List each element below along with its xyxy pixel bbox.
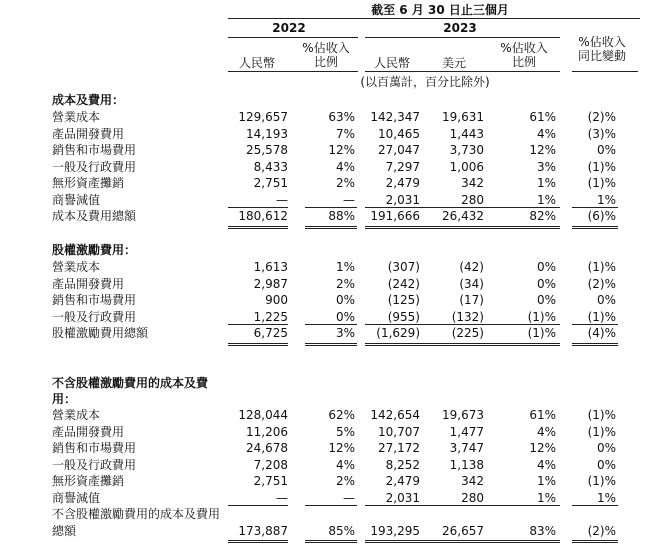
cell-pct2022: 2% xyxy=(335,474,355,488)
cell-pct2023: 12% xyxy=(529,143,556,157)
cell-pct2022: 1% xyxy=(335,260,355,274)
cell-usd2023: (17) xyxy=(459,293,484,307)
row-label: 不含股權激勵費用的成本及費用 總額 xyxy=(52,507,221,538)
year-2022-rule xyxy=(228,37,358,38)
subtotal-rule xyxy=(305,505,357,506)
total-double-rule xyxy=(305,343,357,344)
row-label: 營業成本 xyxy=(52,408,101,422)
cell-rmb2023: 7,297 xyxy=(385,159,420,174)
col-rmb-2023-header: 人民幣 xyxy=(373,56,410,70)
cell-pct2023: 0% xyxy=(536,276,556,291)
year-2023-rule xyxy=(365,37,560,38)
row-label: 銷售和市場費用 xyxy=(52,441,137,455)
total-double-rule xyxy=(228,345,288,346)
cell-pct2022: — xyxy=(343,490,355,505)
total-double-rule xyxy=(365,228,560,229)
cell-usd2023: 280 xyxy=(461,192,484,207)
section-title: 股權激勵費用： xyxy=(52,243,137,257)
section-title: 不含股權激勵費用的成本及費 用： xyxy=(52,376,209,406)
cell-rmb2022: 129,657 xyxy=(238,110,288,124)
cell-rmb2022: 24,678 xyxy=(246,441,288,455)
cell-yoy: (1)% xyxy=(587,176,616,190)
cell-rmb2022: 8,433 xyxy=(253,159,288,174)
cell-rmb2023: 2,031 xyxy=(385,490,420,505)
cell-pct2023: 61% xyxy=(529,408,556,422)
cell-rmb2023: 2,479 xyxy=(385,474,420,488)
cell-rmb2023: 142,347 xyxy=(370,110,420,124)
cell-rmb2023: 10,707 xyxy=(378,424,420,439)
cell-rmb2022: 173,887 xyxy=(238,523,288,538)
period-heading: 截至 6 月 30 日止三個月 xyxy=(371,3,509,17)
cell-pct2022: 12% xyxy=(328,441,355,455)
cell-rmb2022: 11,206 xyxy=(246,424,288,439)
total-double-rule xyxy=(305,228,357,229)
row-label: 產品開發費用 xyxy=(52,276,125,291)
cell-rmb2022: 7,208 xyxy=(253,457,288,472)
cell-rmb2022: 2,751 xyxy=(253,176,288,190)
cell-rmb2022: 2,987 xyxy=(253,276,288,291)
cell-rmb2023: (125) xyxy=(387,293,420,307)
cell-yoy: (1)% xyxy=(587,260,616,274)
col-rmb-2022-header: 人民幣 xyxy=(238,56,275,70)
row-label: 一般及行政費用 xyxy=(52,309,137,324)
cell-pct2023: 61% xyxy=(529,110,556,124)
cell-yoy: (6)% xyxy=(587,209,616,223)
cell-pct2022: 0% xyxy=(335,293,355,307)
cell-pct2023: 83% xyxy=(529,523,556,538)
cell-usd2023: 280 xyxy=(461,490,484,505)
cell-yoy: (1)% xyxy=(587,474,616,488)
cell-yoy: 1% xyxy=(596,192,616,207)
cell-pct2022: 3% xyxy=(335,326,355,340)
cell-pct2023: 4% xyxy=(536,126,556,141)
cell-pct2022: 5% xyxy=(335,424,355,439)
cell-pct2022: 4% xyxy=(335,159,355,174)
cell-rmb2022: 128,044 xyxy=(238,408,288,422)
total-double-rule xyxy=(228,343,288,344)
total-double-rule xyxy=(572,343,618,344)
total-double-rule xyxy=(228,228,288,229)
cell-rmb2023: 142,654 xyxy=(370,408,420,422)
total-double-rule xyxy=(572,226,618,227)
cell-usd2023: (132) xyxy=(451,309,484,324)
cell-rmb2023: 27,172 xyxy=(378,441,420,455)
cell-usd2023: (42) xyxy=(459,260,484,274)
col-header-rule xyxy=(572,71,638,72)
cell-pct2022: 12% xyxy=(328,143,355,157)
year-2023-heading: 2023 xyxy=(443,21,477,35)
cell-usd2023: 26,432 xyxy=(442,209,484,223)
period-rule xyxy=(228,18,640,19)
cell-rmb2022: 2,751 xyxy=(253,474,288,488)
total-double-rule xyxy=(572,228,618,229)
subtotal-rule xyxy=(228,505,288,506)
cell-pct2022: 7% xyxy=(335,126,355,141)
row-label: 產品開發費用 xyxy=(52,424,125,439)
cell-rmb2023: (242) xyxy=(387,276,420,291)
cell-yoy: 0% xyxy=(596,143,616,157)
total-double-rule xyxy=(305,345,357,346)
row-label: 成本及費用總額 xyxy=(52,209,137,223)
cell-pct2023: 82% xyxy=(529,209,556,223)
row-label: 一般及行政費用 xyxy=(52,457,137,472)
col-usd-2023-header: 美元 xyxy=(441,56,466,70)
cell-rmb2022: 1,613 xyxy=(253,260,288,274)
cell-yoy: (1)% xyxy=(587,309,616,324)
total-double-rule xyxy=(365,345,560,346)
subtotal-rule xyxy=(365,505,560,506)
cell-usd2023: 19,673 xyxy=(442,408,484,422)
cell-usd2023: 342 xyxy=(461,474,484,488)
total-double-rule xyxy=(228,540,288,541)
cell-rmb2023: 193,295 xyxy=(370,523,420,538)
cell-yoy: 1% xyxy=(596,490,616,505)
cell-usd2023: 19,631 xyxy=(442,110,484,124)
cell-rmb2022: 25,578 xyxy=(246,143,288,157)
cell-usd2023: 26,657 xyxy=(442,523,484,538)
cell-yoy: (4)% xyxy=(587,326,616,340)
cell-rmb2022: — xyxy=(276,192,288,207)
row-label: 銷售和市場費用 xyxy=(52,293,137,307)
cell-rmb2023: 10,465 xyxy=(378,126,420,141)
row-label: 無形資產攤銷 xyxy=(52,176,125,190)
cell-rmb2022: — xyxy=(276,490,288,505)
row-label: 產品開發費用 xyxy=(52,126,125,141)
cell-pct2022: 85% xyxy=(328,523,355,538)
total-double-rule xyxy=(365,540,560,541)
total-double-rule xyxy=(305,542,357,543)
cell-yoy: (2)% xyxy=(587,523,616,538)
cell-pct2023: 1% xyxy=(536,192,556,207)
cell-pct2023: 1% xyxy=(536,490,556,505)
cell-rmb2022: 1,225 xyxy=(253,309,288,324)
cell-yoy: (1)% xyxy=(587,408,616,422)
row-label: 銷售和市場費用 xyxy=(52,143,137,157)
cell-yoy: (2)% xyxy=(587,110,616,124)
year-2022-heading: 2022 xyxy=(272,21,306,35)
cell-pct2022: 88% xyxy=(328,209,355,223)
total-double-rule xyxy=(572,540,618,541)
cell-pct2023: 0% xyxy=(536,293,556,307)
cell-pct2022: 0% xyxy=(335,309,355,324)
cell-pct2022: 2% xyxy=(335,176,355,190)
cell-yoy: (1)% xyxy=(587,424,616,439)
cell-pct2023: 3% xyxy=(536,159,556,174)
cell-usd2023: 342 xyxy=(461,176,484,190)
cell-rmb2022: 900 xyxy=(265,293,288,307)
cell-rmb2022: 6,725 xyxy=(253,326,288,340)
row-label: 商譽減值 xyxy=(52,192,101,207)
col-pct-2022-header: %佔收入 比例 xyxy=(302,41,350,69)
row-label: 營業成本 xyxy=(52,110,101,124)
cell-rmb2023: 2,479 xyxy=(385,176,420,190)
row-label: 營業成本 xyxy=(52,260,101,274)
total-double-rule xyxy=(305,226,357,227)
row-label: 無形資產攤銷 xyxy=(52,474,125,488)
cell-rmb2023: 27,047 xyxy=(378,143,420,157)
col-header-rule xyxy=(228,71,358,72)
cell-pct2023: (1)% xyxy=(527,309,556,324)
cell-rmb2022: 180,612 xyxy=(238,209,288,223)
row-label: 一般及行政費用 xyxy=(52,159,137,174)
cell-yoy: 0% xyxy=(596,441,616,455)
col-header-rule xyxy=(365,71,560,72)
total-double-rule xyxy=(305,540,357,541)
cell-usd2023: 1,443 xyxy=(449,126,484,141)
total-double-rule xyxy=(365,226,560,227)
total-double-rule xyxy=(572,345,618,346)
cell-pct2023: 4% xyxy=(536,457,556,472)
cell-yoy: (2)% xyxy=(587,276,616,291)
total-double-rule xyxy=(228,542,288,543)
cell-pct2022: 62% xyxy=(328,408,355,422)
total-double-rule xyxy=(365,542,560,543)
total-double-rule xyxy=(572,542,618,543)
cell-pct2022: — xyxy=(343,192,355,207)
cell-pct2023: 12% xyxy=(529,441,556,455)
cell-pct2023: 1% xyxy=(536,176,556,190)
cell-rmb2023: 2,031 xyxy=(385,192,420,207)
cell-pct2023: (1)% xyxy=(527,326,556,340)
row-label: 商譽減值 xyxy=(52,490,101,505)
cell-usd2023: 3,747 xyxy=(449,441,484,455)
total-double-rule xyxy=(228,226,288,227)
total-double-rule xyxy=(365,343,560,344)
cell-rmb2023: (1,629) xyxy=(376,326,420,340)
cell-usd2023: (225) xyxy=(451,326,484,340)
cell-rmb2023: 8,252 xyxy=(385,457,420,472)
cell-pct2022: 2% xyxy=(335,276,355,291)
cell-yoy: 0% xyxy=(596,293,616,307)
cell-rmb2022: 14,193 xyxy=(246,126,288,141)
cell-rmb2023: (307) xyxy=(387,260,420,274)
cell-usd2023: 1,006 xyxy=(449,159,484,174)
cell-usd2023: 1,138 xyxy=(449,457,484,472)
cell-rmb2023: 191,666 xyxy=(370,209,420,223)
col-yoy-header: %佔收入 同比變動 xyxy=(577,35,626,63)
cell-pct2023: 1% xyxy=(536,474,556,488)
cell-usd2023: 3,730 xyxy=(449,143,484,157)
unit-note: (以百萬計，百分比除外) xyxy=(360,75,490,89)
cell-yoy: (3)% xyxy=(587,126,616,141)
col-pct-2023-header: %佔收入 比例 xyxy=(500,41,548,69)
cell-yoy: (1)% xyxy=(587,159,616,174)
cell-usd2023: 1,477 xyxy=(449,424,484,439)
row-label: 股權激勵費用總額 xyxy=(52,326,149,340)
section-title: 成本及費用： xyxy=(52,93,125,107)
cell-pct2023: 4% xyxy=(536,424,556,439)
subtotal-rule xyxy=(572,505,618,506)
cell-yoy: 0% xyxy=(596,457,616,472)
cell-pct2022: 63% xyxy=(328,110,355,124)
cell-rmb2023: (955) xyxy=(387,309,420,324)
cell-usd2023: (34) xyxy=(459,276,484,291)
cell-pct2022: 4% xyxy=(335,457,355,472)
cell-pct2023: 0% xyxy=(536,260,556,274)
